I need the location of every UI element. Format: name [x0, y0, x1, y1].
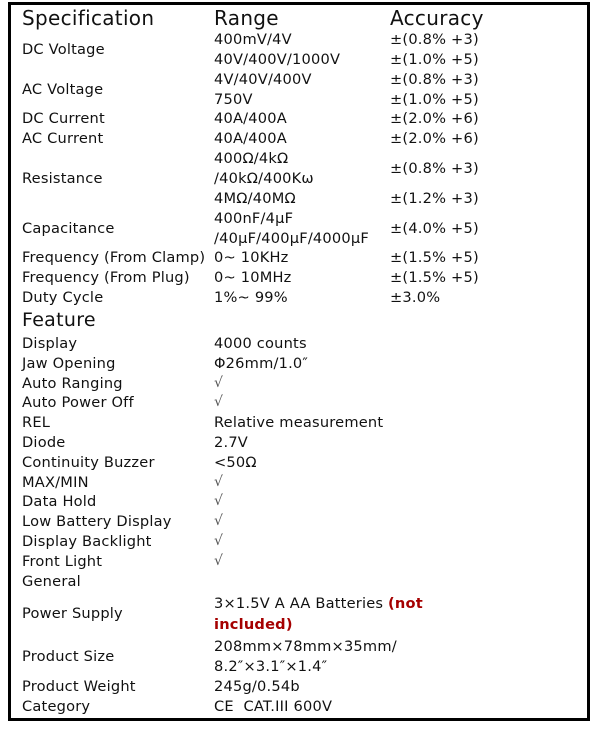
- general-label-category: Category: [22, 698, 91, 715]
- spec-accuracy: ±(2.0% +6): [390, 110, 479, 127]
- feature-label-auto-ranging: Auto Ranging: [22, 375, 123, 392]
- feature-value: 2.7V: [214, 434, 248, 451]
- spec-accuracy: ±(1.0% +5): [390, 91, 479, 108]
- feature-label-jaw-opening: Jaw Opening: [22, 355, 116, 372]
- product-weight-value: 245g/0.54b: [214, 678, 300, 695]
- feature-label-rel: REL: [22, 414, 51, 431]
- spec-range: 4MΩ/40MΩ: [214, 190, 296, 207]
- category-value: CE CAT.III 600V: [214, 698, 333, 715]
- spec-range: 0~ 10KHz: [214, 249, 289, 266]
- feature-label-front-light: Front Light: [22, 553, 103, 570]
- feature-heading: Feature: [22, 309, 96, 331]
- feature-label-continuity-buzzer: Continuity Buzzer: [22, 454, 155, 471]
- spec-range: 400mV/4V: [214, 31, 292, 48]
- spec-label-dc-voltage: DC Voltage: [22, 41, 105, 58]
- spec-range: 1%~ 99%: [214, 289, 288, 306]
- general-label-product-size: Product Size: [22, 648, 115, 665]
- feature-value: <50Ω: [214, 454, 257, 471]
- feature-label-data-hold: Data Hold: [22, 493, 97, 510]
- range-header: Range: [214, 6, 279, 30]
- spec-range: /40μF/400μF/4000μF: [214, 230, 369, 247]
- spec-label-dc-current: DC Current: [22, 110, 105, 127]
- spec-range: 0~ 10MHz: [214, 269, 292, 286]
- feature-value: 4000 counts: [214, 335, 307, 352]
- not-included-note: included): [214, 616, 293, 633]
- spec-range: 400nF/4μF: [214, 210, 294, 227]
- spec-range: 400Ω/4kΩ: [214, 150, 289, 167]
- spec-accuracy: ±(0.8% +3): [390, 160, 479, 177]
- checkmark-icon: √: [214, 553, 224, 569]
- power-supply-value: [214, 594, 423, 613]
- product-size-value: 8.2″×3.1″×1.4″: [214, 658, 328, 675]
- spec-label-frequency-clamp: Frequency (From Clamp): [22, 249, 206, 266]
- general-label-product-weight: Product Weight: [22, 678, 136, 695]
- spec-label-duty-cycle: Duty Cycle: [22, 289, 104, 306]
- general-heading: General: [22, 573, 81, 590]
- power-supply-text: 3×1.5V A AA Batteries: [214, 595, 384, 612]
- feature-label-auto-power-off: Auto Power Off: [22, 394, 134, 411]
- spec-label-resistance: Resistance: [22, 170, 103, 187]
- spec-accuracy: ±(1.2% +3): [390, 190, 479, 207]
- accuracy-header: Accuracy: [390, 6, 484, 30]
- feature-label-display: Display: [22, 335, 78, 352]
- specification-header: Specification: [22, 6, 155, 30]
- not-included-note: (not: [388, 595, 423, 612]
- spec-accuracy: ±(0.8% +3): [390, 31, 479, 48]
- spec-range: 40A/400A: [214, 110, 287, 127]
- product-size-value: 208mm×78mm×35mm/: [214, 638, 397, 655]
- checkmark-icon: √: [214, 493, 224, 509]
- spec-accuracy: ±(1.5% +5): [390, 269, 479, 286]
- spec-accuracy: ±3.0%: [390, 289, 441, 306]
- spec-label-capacitance: Capacitance: [22, 220, 115, 237]
- spec-accuracy: ±(2.0% +6): [390, 130, 479, 147]
- spec-label-frequency-plug: Frequency (From Plug): [22, 269, 190, 286]
- checkmark-icon: √: [214, 533, 224, 549]
- spec-range: 40V/400V/1000V: [214, 51, 341, 68]
- spec-accuracy: ±(1.0% +5): [390, 51, 479, 68]
- feature-label-max-min: MAX/MIN: [22, 474, 89, 491]
- feature-label-diode: Diode: [22, 434, 66, 451]
- checkmark-icon: √: [214, 394, 224, 410]
- feature-value: Φ26mm/1.0″: [214, 355, 309, 372]
- spec-accuracy: ±(4.0% +5): [390, 220, 479, 237]
- feature-label-display-backlight: Display Backlight: [22, 533, 152, 550]
- spec-range: 4V/40V/400V: [214, 71, 312, 88]
- spec-range: 750V: [214, 91, 253, 108]
- feature-value: Relative measurement: [214, 414, 384, 431]
- spec-label-ac-current: AC Current: [22, 130, 104, 147]
- spec-range: /40kΩ/400Kω: [214, 170, 314, 187]
- checkmark-icon: √: [214, 474, 224, 490]
- checkmark-icon: √: [214, 513, 224, 529]
- general-label-power-supply: Power Supply: [22, 605, 123, 622]
- feature-label-low-battery-display: Low Battery Display: [22, 513, 172, 530]
- spec-accuracy: ±(1.5% +5): [390, 249, 479, 266]
- spec-range: 40A/400A: [214, 130, 287, 147]
- spec-accuracy: ±(0.8% +3): [390, 71, 479, 88]
- checkmark-icon: √: [214, 375, 224, 391]
- spec-label-ac-voltage: AC Voltage: [22, 81, 104, 98]
